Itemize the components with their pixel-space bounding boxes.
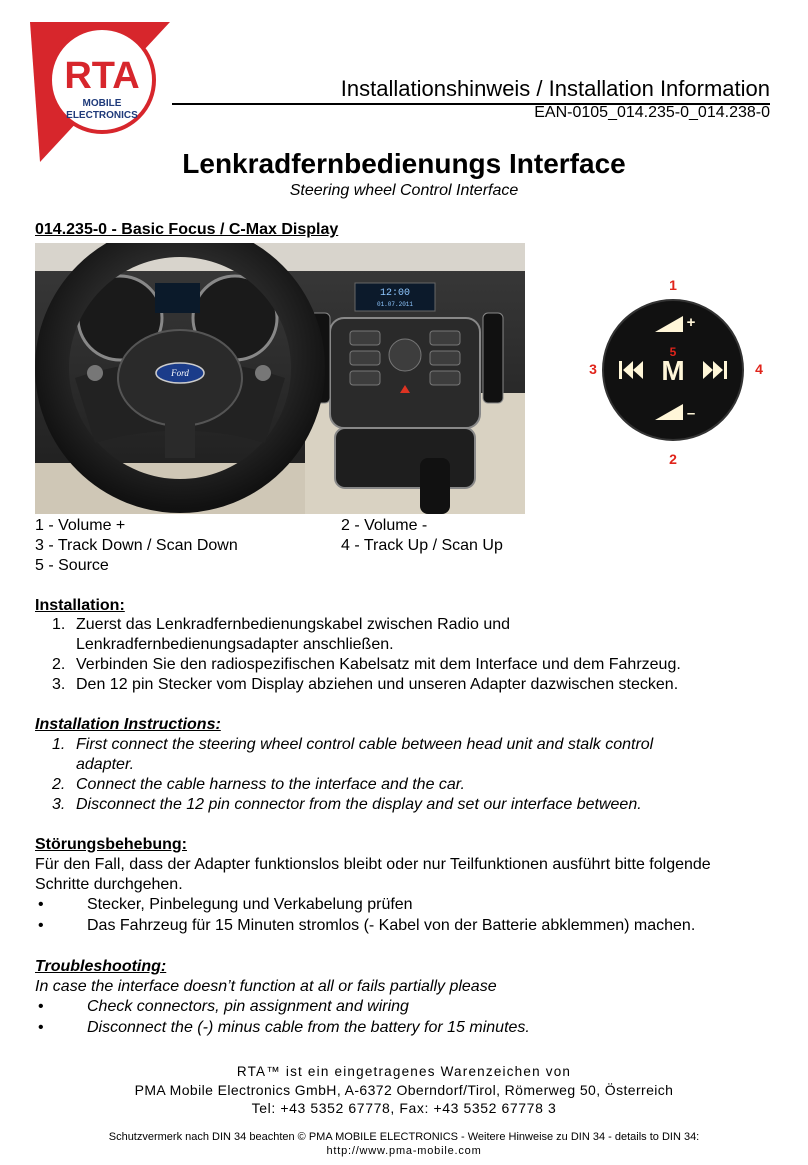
troubleshooting-heading: Troubleshooting:: [35, 958, 167, 975]
steering-control-diagram: [575, 272, 775, 472]
label-5: 5: [669, 345, 677, 359]
installation-heading: Installation:: [35, 597, 125, 614]
product-heading: 014.235-0 - Basic Focus / C-Max Display: [35, 221, 339, 238]
stoerung-bullet-2: Das Fahrzeug für 15 Minuten stromlos (- Kabel von der Batterie abklemmen) machen.: [87, 917, 696, 934]
svg-text:12:00: 12:00: [379, 288, 411, 299]
bullet-icon: •: [38, 917, 44, 934]
stoerung-heading: Störungsbehebung:: [35, 836, 187, 853]
dashboard-photo: [35, 243, 525, 514]
stoerung-intro-1: Für den Fall, dass der Adapter funktionslos bleibt oder nur Teilfunktionen ausführt bitte folgende: [35, 856, 711, 873]
installation-en-heading: Installation Instructions:: [35, 716, 221, 733]
label-4: 4: [755, 361, 763, 377]
footer-trademark: RTA™ ist ein eingetragenes Warenzeichen von: [236, 1064, 572, 1079]
legend-item-2: 2 - Volume -: [341, 517, 428, 534]
legend-item-3: 3 - Track Down / Scan Down: [35, 537, 238, 554]
svg-text:01.07.2011: 01.07.2011: [376, 301, 414, 308]
footer-din-notice: Schutzvermerk nach DIN 34 beachten © PMA MOBILE ELECTRONICS - Weitere Hinweise zu DIN 34 - details to DIN 34:: [108, 1131, 700, 1143]
document-subtitle: Steering wheel Control Interface: [289, 182, 519, 199]
label-1: 1: [669, 277, 677, 293]
label-3: 3: [589, 361, 597, 377]
svg-text:–: –: [686, 405, 696, 422]
header-ean: EAN-0105_014.235-0_014.238-0: [534, 104, 770, 121]
troubleshooting-bullet-1: Check connectors, pin assignment and wiring: [87, 998, 409, 1015]
document-title: Lenkradfernbedienungs Interface: [182, 148, 626, 179]
svg-text:RTA: RTA: [64, 55, 140, 97]
troubleshooting-bullet-2: Disconnect the (-) minus cable from the battery for 15 minutes.: [87, 1019, 530, 1036]
stoerung-bullet-1: Stecker, Pinbelegung und Verkabelung prüfen: [87, 896, 413, 913]
svg-text:Ford: Ford: [171, 368, 189, 378]
footer-contact: Tel: +43 5352 67778, Fax: +43 5352 67778 3: [251, 1100, 557, 1116]
legend-item-4: 4 - Track Up / Scan Up: [341, 537, 503, 554]
footer-url: http://www.pma-mobile.com: [326, 1145, 482, 1157]
svg-text:MOBILE: MOBILE: [82, 98, 122, 109]
stoerung-intro-2: Schritte durchgehen.: [35, 876, 183, 893]
svg-text:ELECTRONICS: ELECTRONICS: [66, 110, 138, 121]
bullet-icon: •: [38, 1019, 44, 1036]
footer-address: PMA Mobile Electronics GmbH, A-6372 Oberndorf/Tirol, Römerweg 50, Österreich: [134, 1082, 674, 1098]
svg-text:+: +: [686, 314, 696, 331]
header-title: Installationshinweis / Installation Information: [340, 76, 770, 101]
bullet-icon: •: [38, 896, 44, 913]
legend-item-1: 1 - Volume +: [35, 517, 126, 534]
troubleshooting-intro: In case the interface doesn’t function at all or fails partially please: [35, 978, 497, 995]
legend-item-5: 5 - Source: [35, 557, 109, 574]
mode-icon: M: [661, 355, 685, 386]
label-2: 2: [669, 451, 677, 467]
bullet-icon: •: [38, 998, 44, 1015]
rta-logo: [30, 22, 170, 162]
